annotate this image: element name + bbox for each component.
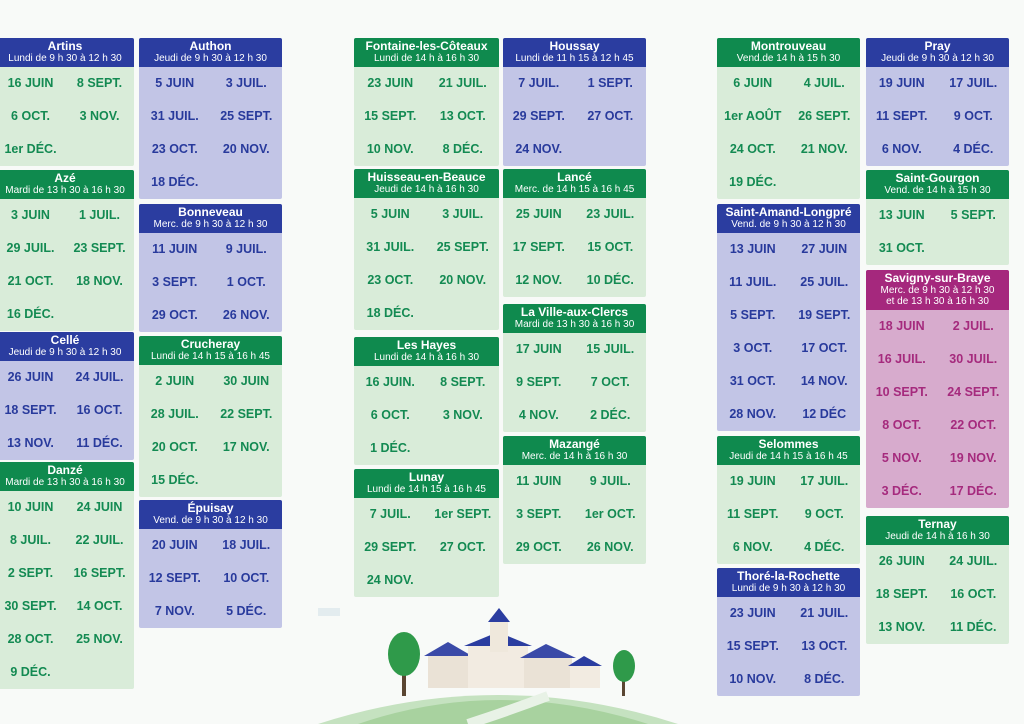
town-name: Mazangé: [549, 437, 600, 451]
town-name: Épuisay: [187, 501, 234, 515]
town-card-saint-gourgon: [866, 170, 1009, 265]
visit-date: 18 NOV.: [76, 274, 123, 289]
visit-date: 11 DÉC.: [949, 620, 997, 635]
visit-date: 15 OCT.: [587, 240, 634, 255]
visit-date: 9 SEPT.: [516, 375, 562, 390]
visit-date: 29 JUIL.: [6, 241, 55, 256]
date-list: [354, 67, 499, 166]
visit-date: 13 JUIN: [729, 242, 776, 257]
town-card-crucheray: [139, 336, 282, 497]
visit-date: 12 SEPT.: [148, 571, 201, 586]
visit-date: 16 OCT.: [76, 403, 123, 418]
visit-date: 13 OCT.: [801, 639, 848, 654]
visit-date: 25 JUIL.: [800, 275, 849, 290]
visit-date: 15 DÉC.: [151, 473, 199, 488]
visit-date: 16 JUIL.: [877, 352, 926, 367]
visit-date: 17 JUIL.: [800, 474, 849, 489]
visit-date: 29 OCT.: [151, 308, 198, 323]
visit-date: 31 OCT.: [878, 241, 925, 256]
visit-date: 5 NOV.: [881, 451, 922, 466]
town-card-authon: [139, 38, 282, 199]
date-list: [503, 333, 646, 432]
town-name: Pray: [924, 39, 951, 53]
visit-date: 8 DÉC.: [442, 142, 483, 157]
visit-date: 3 NOV.: [442, 408, 483, 423]
visit-date: 9 OCT.: [804, 507, 844, 522]
town-header: [139, 336, 282, 365]
visit-date: 26 NOV.: [222, 308, 270, 323]
town-name: Authon: [189, 39, 232, 53]
visit-date: 4 JUIL.: [803, 76, 845, 91]
visit-date: 28 JUIL.: [150, 407, 199, 422]
visit-date: 10 NOV.: [729, 672, 777, 687]
visit-date: 30 JUIN: [223, 374, 270, 389]
town-header: [717, 436, 860, 465]
visit-date: 21 OCT.: [7, 274, 54, 289]
town-card-houssay: [503, 38, 646, 166]
visit-date: 12 NOV.: [515, 273, 563, 288]
town-header: [354, 469, 499, 498]
visit-date: 11 JUIN: [152, 242, 198, 257]
opening-hours: Lundi de 9 h 30 à 12 h 30: [731, 583, 846, 595]
visit-date: 1er DÉC.: [4, 142, 57, 157]
visit-date: 20 NOV.: [439, 273, 487, 288]
visit-date: 25 JUIN: [515, 207, 562, 222]
visit-date: 26 JUIN: [7, 370, 54, 385]
visit-date: 31 JUIL.: [366, 240, 415, 255]
visit-date: 27 OCT.: [439, 540, 486, 555]
town-header: [139, 38, 282, 67]
opening-hours: Lundi de 14 h 15 à 16 h 45: [367, 484, 486, 496]
town-header: [503, 436, 646, 465]
visit-date: 1 SEPT.: [587, 76, 633, 91]
town-card-pray: [866, 38, 1009, 166]
town-header: [503, 304, 646, 333]
visit-date: 29 SEPT.: [364, 540, 417, 555]
town-card-huisseau-en-beauce: [354, 169, 499, 330]
visit-date: 18 DÉC.: [366, 306, 414, 321]
visit-date: 31 JUIL.: [150, 109, 199, 124]
visit-date: 5 SEPT.: [730, 308, 776, 323]
date-list: [139, 233, 282, 332]
opening-hours: Vend. de 9 h 30 à 12 h 30: [153, 515, 268, 527]
town-card-epuisay: [139, 500, 282, 628]
visit-date: 18 SEPT.: [4, 403, 57, 418]
town-header: [717, 204, 860, 233]
date-list: [0, 361, 134, 460]
visit-date: 31 OCT.: [729, 374, 776, 389]
visit-date: 6 JUIN: [733, 76, 773, 91]
town-name: Huisseau-en-Beauce: [367, 170, 486, 184]
visit-date: 11 JUIL.: [729, 275, 777, 290]
visit-date: 13 OCT.: [439, 109, 486, 124]
date-list: [0, 491, 134, 689]
visit-date: 6 NOV.: [881, 142, 922, 157]
visit-date: 7 JUIL.: [518, 76, 560, 91]
town-name: Cellé: [50, 333, 80, 347]
visit-date: 29 OCT.: [515, 540, 562, 555]
town-header: [717, 38, 860, 67]
visit-date: 15 SEPT.: [726, 639, 779, 654]
visit-date: 14 OCT.: [76, 599, 123, 614]
town-name: Saint-Amand-Longpré: [725, 205, 852, 219]
visit-date: 23 JUIL.: [586, 207, 635, 222]
visit-date: 21 JUIL.: [800, 606, 849, 621]
visit-date: 6 OCT.: [370, 408, 410, 423]
visit-date: 24 NOV.: [366, 573, 414, 588]
town-card-danze: [0, 462, 134, 689]
visit-date: 25 NOV.: [76, 632, 123, 647]
town-card-montrouveau: [717, 38, 860, 199]
visit-date: 3 DÉC.: [881, 484, 922, 499]
date-list: [503, 67, 646, 166]
visit-date: 4 DÉC.: [953, 142, 994, 157]
town-card-fontaine-les-coteaux: [354, 38, 499, 166]
visit-date: 8 SEPT.: [76, 76, 123, 91]
visit-date: 24 NOV.: [515, 142, 563, 157]
visit-date: 3 NOV.: [79, 109, 120, 124]
town-header: [717, 568, 860, 597]
opening-hours: Lundi de 14 h à 16 h 30: [373, 352, 480, 364]
town-name: Fontaine-les-Côteaux: [365, 39, 488, 53]
visit-date: 10 SEPT.: [875, 385, 928, 400]
visit-date: 27 JUIN: [801, 242, 848, 257]
visit-date: 3 JUIL.: [442, 207, 484, 222]
visit-date: 17 JUIL.: [949, 76, 998, 91]
visit-date: 13 NOV.: [878, 620, 926, 635]
visit-date: 20 NOV.: [222, 142, 270, 157]
town-header: [354, 169, 499, 198]
town-header: [866, 270, 1009, 310]
opening-hours: Lundi de 14 h à 16 h 30: [373, 53, 480, 65]
visit-date: 13 NOV.: [7, 436, 54, 451]
town-header: [139, 500, 282, 529]
town-card-savigny-sur-braye: [866, 270, 1009, 508]
visit-date: 1 OCT.: [226, 275, 266, 290]
visit-date: 10 JUIN: [7, 500, 54, 515]
town-name: Les Hayes: [396, 338, 457, 352]
visit-date: 1er SEPT.: [434, 507, 492, 522]
visit-date: 2 JUIN: [155, 374, 195, 389]
visit-date: 16 OCT.: [950, 587, 997, 602]
visit-date: 27 OCT.: [587, 109, 634, 124]
visit-date: 23 JUIN: [729, 606, 776, 621]
town-name: Thoré-la-Rochette: [737, 569, 840, 583]
visit-date: 7 OCT.: [590, 375, 630, 390]
visit-date: 7 JUIL.: [369, 507, 411, 522]
visit-date: 19 NOV.: [949, 451, 997, 466]
visit-date: 20 OCT.: [151, 440, 198, 455]
visit-date: 1er AOÛT: [724, 109, 782, 124]
opening-hours: Vend. de 9 h 30 à 12 h 30: [731, 219, 846, 231]
date-list: [866, 545, 1009, 644]
town-header: [0, 332, 134, 361]
visit-date: 2 SEPT.: [7, 566, 54, 581]
visit-date: 30 SEPT.: [4, 599, 57, 614]
date-list: [866, 67, 1009, 166]
visit-date: 23 SEPT.: [73, 241, 126, 256]
visit-date: 19 DÉC.: [729, 175, 777, 190]
town-name: Bonneveau: [178, 205, 243, 219]
visit-date: 19 JUIN: [729, 474, 776, 489]
visit-date: 8 DÉC.: [804, 672, 845, 687]
visit-date: 4 DÉC.: [804, 540, 845, 555]
town-name: Saint-Gourgon: [895, 171, 980, 185]
visit-date: 21 NOV.: [800, 142, 848, 157]
visit-date: 24 OCT.: [729, 142, 776, 157]
opening-hours: Mardi de 13 h 30 à 16 h 30: [5, 185, 125, 197]
visit-date: 9 OCT.: [953, 109, 993, 124]
opening-hours: Merc. de 9 h 30 à 12 h 30: [153, 219, 268, 231]
visit-date: 1 JUIL.: [79, 208, 120, 223]
visit-date: 19 JUIN: [878, 76, 925, 91]
date-list: [866, 199, 1009, 265]
town-card-ternay: [866, 516, 1009, 644]
visit-date: 16 DÉC.: [6, 307, 55, 322]
visit-date: 17 DÉC.: [949, 484, 997, 499]
opening-hours: Jeudi de 14 h à 16 h 30: [374, 184, 479, 196]
date-list: [0, 199, 134, 331]
town-name: Lancé: [557, 170, 592, 184]
opening-hours: Lundi de 11 h 15 à 12 h 45: [515, 53, 634, 65]
date-list: [717, 67, 860, 199]
visit-date: 15 JUIL.: [586, 342, 635, 357]
visit-date: 9 JUIL.: [589, 474, 631, 489]
visit-date: 13 JUIN: [878, 208, 925, 223]
town-card-artins: [0, 38, 134, 166]
date-list: [139, 529, 282, 628]
visit-date: 3 SEPT.: [516, 507, 562, 522]
visit-date: 5 SEPT.: [950, 208, 996, 223]
visit-date: 18 SEPT.: [875, 587, 928, 602]
visit-date: 10 OCT.: [223, 571, 270, 586]
town-name: Montrouveau: [750, 39, 827, 53]
date-list: [503, 198, 646, 297]
visit-date: 12 DÉC: [802, 407, 847, 422]
visit-date: 23 OCT.: [151, 142, 198, 157]
town-name: Ternay: [918, 517, 957, 531]
visit-date: 3 JUIL.: [225, 76, 267, 91]
town-name: Selommes: [758, 437, 819, 451]
town-name: Lunay: [408, 470, 445, 484]
town-card-lunay: [354, 469, 499, 597]
opening-hours: Mardi de 13 h 30 à 16 h 30: [514, 319, 635, 331]
visit-date: 8 OCT.: [882, 418, 922, 433]
town-header: [0, 38, 134, 67]
visit-date: 25 SEPT.: [220, 109, 273, 124]
visit-date: 24 JUIN: [76, 500, 123, 515]
town-header: [0, 170, 134, 199]
town-name: Houssay: [549, 39, 600, 53]
visit-date: 5 JUIN: [155, 76, 195, 91]
town-card-celle: [0, 332, 134, 460]
visit-date: 3 SEPT.: [152, 275, 198, 290]
visit-date: 22 JUIL.: [75, 533, 124, 548]
visit-date: 16 JUIN: [7, 76, 54, 91]
town-card-la-ville-aux-clercs: [503, 304, 646, 432]
visit-date: 22 SEPT.: [220, 407, 273, 422]
visit-date: 24 JUIL.: [949, 554, 998, 569]
visit-date: 7 NOV.: [154, 604, 195, 619]
town-name: Azé: [54, 171, 76, 185]
visit-date: 17 JUIN: [515, 342, 562, 357]
visit-date: 25 SEPT.: [436, 240, 489, 255]
town-card-les-hayes: [354, 337, 499, 465]
town-card-thore-la-rochette: [717, 568, 860, 696]
visit-date: 10 NOV.: [366, 142, 414, 157]
opening-hours: Jeudi de 9 h 30 à 12 h 30: [154, 53, 267, 65]
visit-date: 15 SEPT.: [364, 109, 417, 124]
town-card-saint-amand-longpre: [717, 204, 860, 431]
visit-date: 18 DÉC.: [151, 175, 199, 190]
town-name: Artins: [47, 39, 83, 53]
visit-date: 29 SEPT.: [512, 109, 565, 124]
visit-date: 2 DÉC.: [590, 408, 631, 423]
visit-date: 11 SEPT.: [727, 507, 779, 522]
visit-date: 11 DÉC.: [76, 436, 123, 451]
visit-date: 19 SEPT.: [798, 308, 851, 323]
visit-date: 11 JUIN: [516, 474, 562, 489]
date-list: [354, 366, 499, 465]
town-card-bonneveau: [139, 204, 282, 332]
visit-date: 1 DÉC.: [370, 441, 411, 456]
opening-hours: Jeudi de 14 h 15 à 16 h 45: [729, 451, 848, 463]
visit-date: 24 JUIL.: [75, 370, 124, 385]
town-name: Danzé: [47, 463, 83, 477]
opening-hours: Mardi de 13 h 30 à 16 h 30: [5, 477, 125, 489]
town-card-mazange: [503, 436, 646, 564]
town-header: [866, 170, 1009, 199]
visit-date: 22 OCT.: [950, 418, 997, 433]
visit-date: 9 DÉC.: [10, 665, 51, 680]
visit-date: 17 OCT.: [801, 341, 848, 356]
town-header: [0, 462, 134, 491]
visit-date: 10 DÉC.: [586, 273, 634, 288]
visit-date: 6 NOV.: [732, 540, 773, 555]
date-list: [503, 465, 646, 564]
opening-hours: Merc. de 14 h 15 à 16 h 45: [514, 184, 635, 196]
opening-hours: Merc. de 9 h 30 à 12 h 30: [880, 285, 995, 297]
visit-date: 8 JUIL.: [10, 533, 51, 548]
opening-hours-2: et de 13 h 30 à 16 h 30: [886, 296, 989, 308]
date-list: [354, 198, 499, 330]
date-list: [717, 233, 860, 431]
visit-date: 30 JUIL.: [949, 352, 998, 367]
opening-hours: Merc. de 14 h à 16 h 30: [521, 451, 628, 463]
visit-date: 8 SEPT.: [440, 375, 486, 390]
visit-date: 28 OCT.: [7, 632, 54, 647]
town-card-aze: [0, 170, 134, 331]
visit-date: 26 SEPT.: [798, 109, 851, 124]
visit-date: 17 SEPT.: [512, 240, 565, 255]
visit-date: 5 JUIN: [370, 207, 410, 222]
town-header: [503, 38, 646, 67]
visit-date: 26 NOV.: [586, 540, 634, 555]
date-list: [139, 365, 282, 497]
visit-date: 20 JUIN: [151, 538, 198, 553]
date-list: [717, 465, 860, 564]
opening-hours: Jeudi de 9 h 30 à 12 h 30: [881, 53, 994, 65]
visit-date: 4 NOV.: [518, 408, 559, 423]
opening-hours: Lundi de 9 h 30 à 12 h 30: [8, 53, 122, 65]
town-name: La Ville-aux-Clercs: [520, 305, 629, 319]
visit-date: 26 JUIN: [878, 554, 925, 569]
town-card-lance: [503, 169, 646, 297]
town-header: [354, 38, 499, 67]
opening-hours: Jeudi de 9 h 30 à 12 h 30: [8, 347, 122, 359]
date-list: [354, 498, 499, 597]
visit-date: 9 JUIL.: [225, 242, 267, 257]
visit-date: 2 JUIL.: [952, 319, 994, 334]
visit-date: 5 DÉC.: [226, 604, 267, 619]
visit-date: 18 JUIN: [878, 319, 925, 334]
visit-date: 11 SEPT.: [876, 109, 928, 124]
town-header: [503, 169, 646, 198]
opening-hours: Lundi de 14 h 15 à 16 h 45: [151, 351, 270, 363]
village-illustration: [318, 596, 678, 724]
town-header: [354, 337, 499, 366]
visit-date: 16 JUIN.: [365, 375, 415, 390]
opening-hours: Vend.de 14 h à 15 h 30: [736, 53, 841, 65]
visit-date: 1er OCT.: [584, 507, 636, 522]
visit-date: 17 NOV.: [222, 440, 270, 455]
visit-date: 3 JUIN: [11, 208, 50, 223]
visit-date: 24 SEPT.: [947, 385, 1000, 400]
town-card-selommes: [717, 436, 860, 564]
visit-date: 23 OCT.: [367, 273, 414, 288]
visit-date: 3 OCT.: [733, 341, 773, 356]
date-list: [717, 597, 860, 696]
town-name: Crucheray: [180, 337, 241, 351]
date-list: [139, 67, 282, 199]
visit-date: 18 JUIL.: [222, 538, 271, 553]
date-list: [0, 67, 134, 166]
opening-hours: Vend. de 14 h à 15 h 30: [884, 185, 991, 197]
town-header: [866, 38, 1009, 67]
opening-hours: Jeudi de 14 h à 16 h 30: [885, 531, 990, 543]
town-header: [139, 204, 282, 233]
visit-date: 21 JUIL.: [438, 76, 487, 91]
visit-date: 14 NOV.: [800, 374, 848, 389]
visit-date: 16 SEPT.: [73, 566, 126, 581]
visit-date: 28 NOV.: [729, 407, 777, 422]
town-header: [866, 516, 1009, 545]
town-name: Savigny-sur-Braye: [884, 271, 991, 285]
visit-date: 23 JUIN: [367, 76, 414, 91]
visit-date: 6 OCT.: [11, 109, 50, 124]
date-list: [866, 310, 1009, 508]
